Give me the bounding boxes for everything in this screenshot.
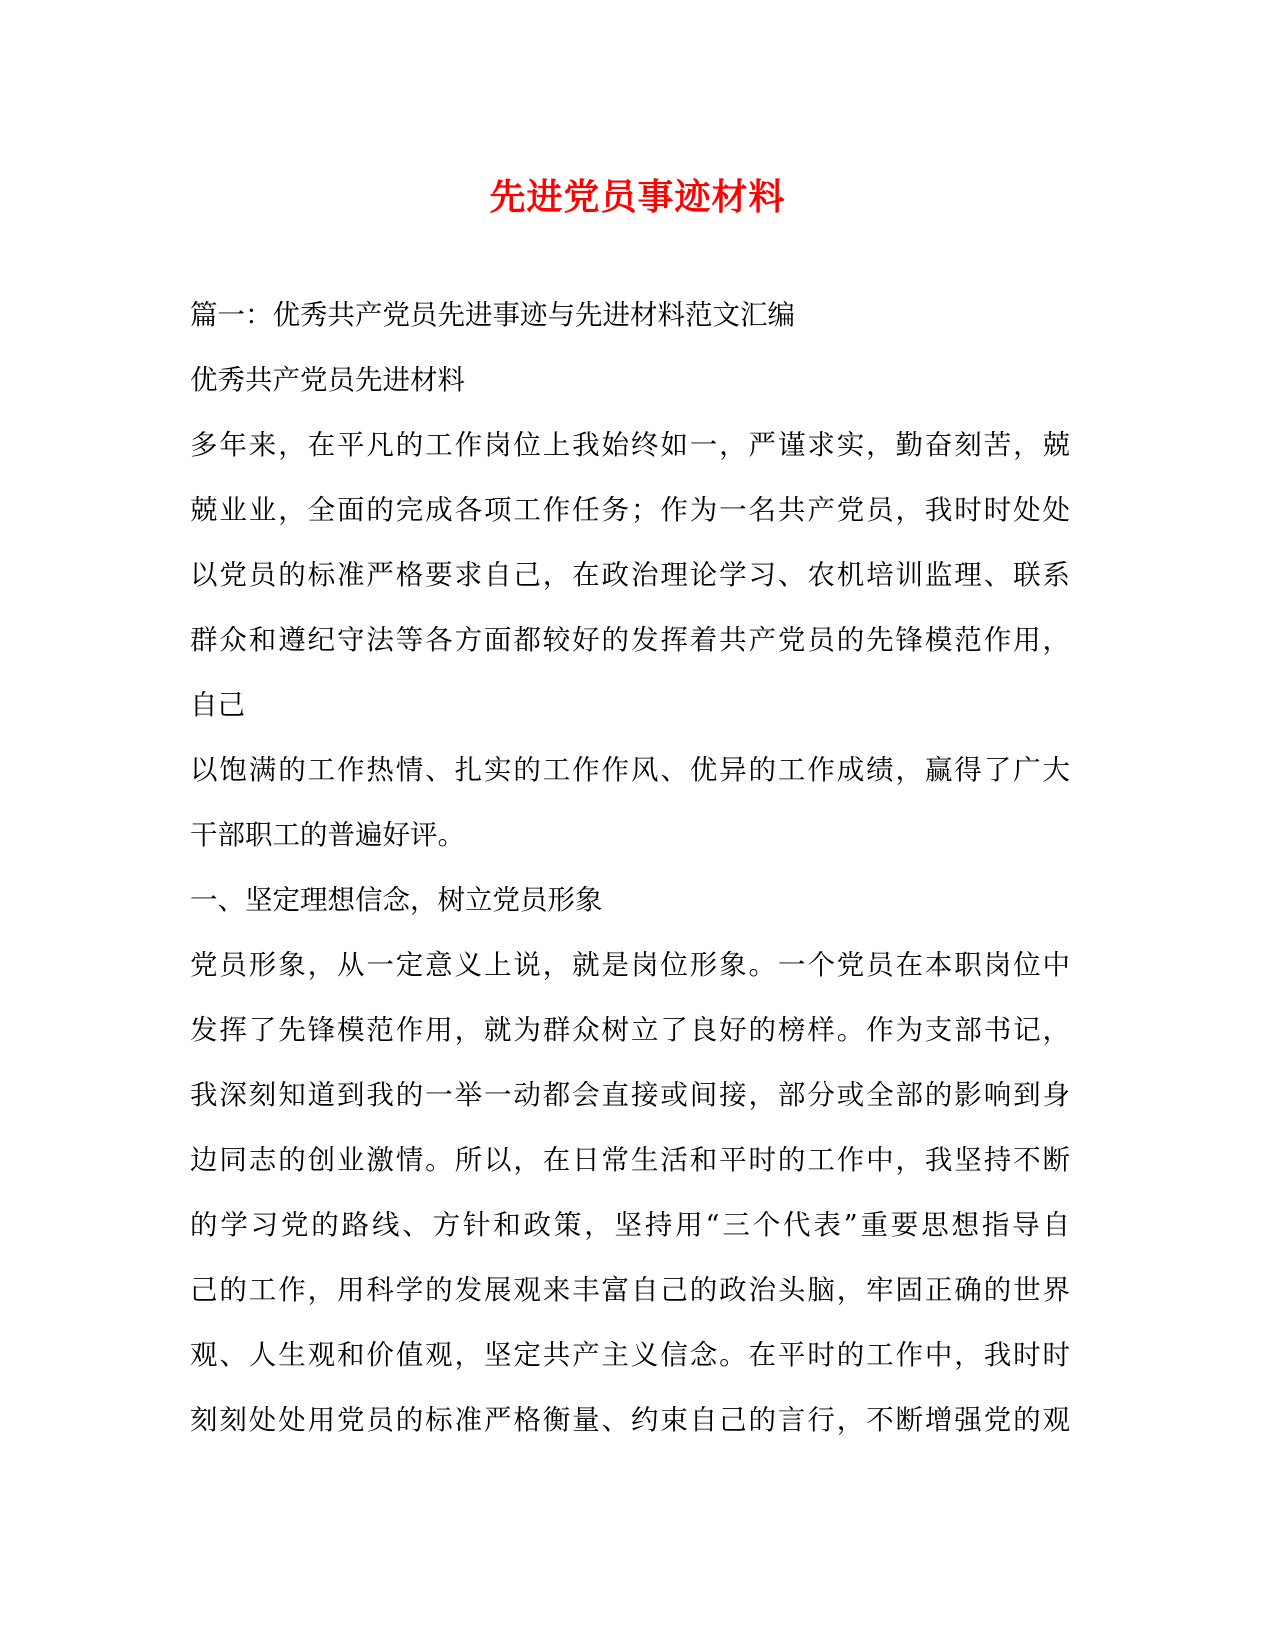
body-line: 篇一：优秀共产党员先进事迹与先进材料范文汇编 (190, 299, 795, 331)
body-line: 我深刻知道到我的一举一动都会直接或间接，部分或全部的影响到身 (190, 1079, 1070, 1111)
body-line: 以党员的标准严格要求自己，在政治理论学习、农机培训监理、联系 (190, 559, 1070, 591)
section-heading: 一、坚定理想信念，树立党员形象 (190, 884, 603, 916)
body-line: 优秀共产党员先进材料 (190, 364, 465, 396)
body-line: 发挥了先锋模范作用，就为群众树立了良好的榜样。作为支部书记， (190, 1014, 1070, 1046)
document-title: 先进党员事迹材料 (489, 176, 786, 218)
body-line: 刻刻处处用党员的标准严格衡量、约束自己的言行，不断增强党的观 (190, 1404, 1070, 1436)
body-line: 党员形象，从一定意义上说，就是岗位形象。一个党员在本职岗位中 (190, 949, 1070, 981)
body-line: 兢业业，全面的完成各项工作任务；作为一名共产党员，我时时处处 (190, 494, 1070, 526)
body-line: 群众和遵纪守法等各方面都较好的发挥着共产党员的先锋模范作用， (190, 624, 1070, 656)
body-line: 干部职工的普遍好评。 (190, 819, 465, 851)
body-line: 多年来，在平凡的工作岗位上我始终如一，严谨求实，勤奋刻苦，兢 (190, 429, 1070, 461)
document-body (190, 283, 1070, 1453)
body-line: 边同志的创业激情。所以，在日常生活和平时的工作中，我坚持不断 (190, 1144, 1070, 1176)
body-line: 观、人生观和价值观，坚定共产主义信念。在平时的工作中，我时时 (190, 1339, 1070, 1371)
body-line: 的学习党的路线、方针和政策，坚持用“三个代表”重要思想指导自 (190, 1209, 1070, 1241)
body-line: 以饱满的工作热情、扎实的工作作风、优异的工作成绩，赢得了广大 (190, 754, 1070, 786)
body-line: 己的工作，用科学的发展观来丰富自己的政治头脑，牢固正确的世界 (190, 1274, 1070, 1306)
body-line: 自己 (190, 689, 245, 721)
